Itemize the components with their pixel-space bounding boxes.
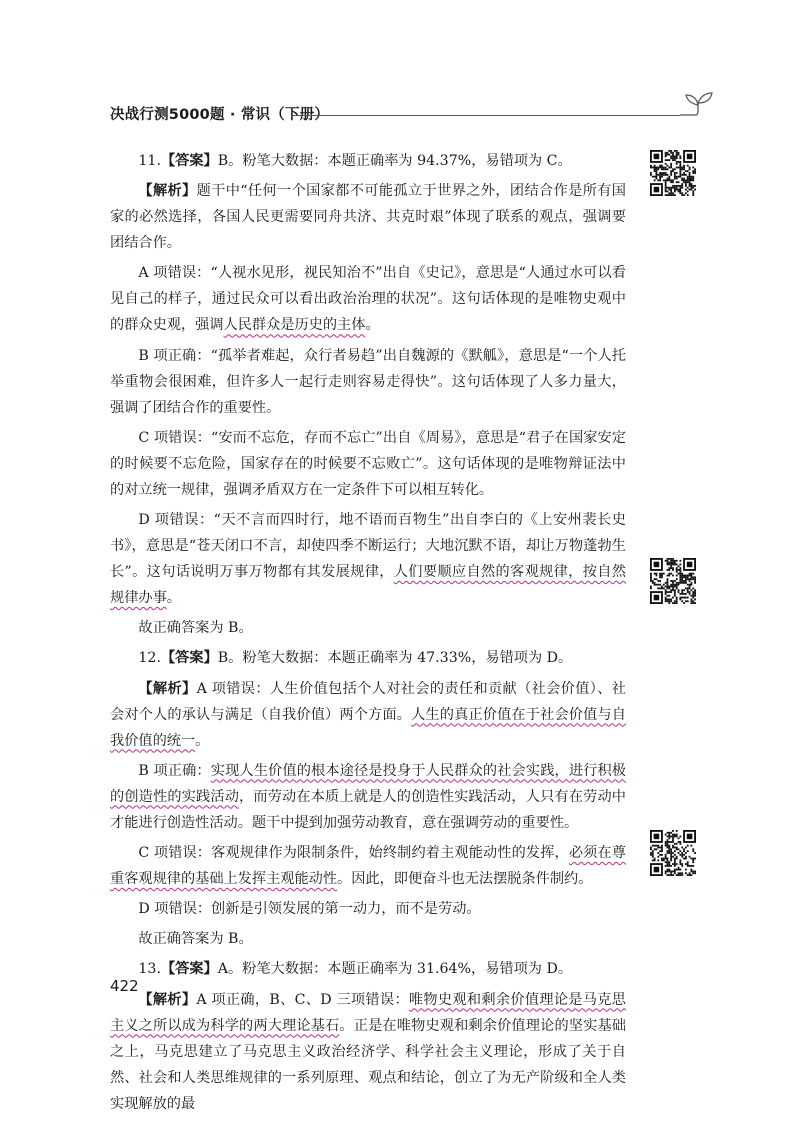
analysis-tag: 【解析】: [138, 991, 197, 1008]
question-number: 12.: [138, 650, 161, 667]
q11-option-c: C 项错误：“安而不忘危，存而不忘亡”出自《周易》，意思是“君子在国家安定的时候要不忘危险，国家存在的时候要不忘败亡”。这句话体现的是唯物辩证法中的对立统一规律，强调矛盾双方在一定条件下可以相互转化。: [110, 429, 626, 498]
highlighted-phrase: 实现人生价值的根本途径是投身于人民群众的社会实践，进行积极的创造性的实践活动: [110, 762, 626, 805]
q12-option-c: [110, 840, 626, 892]
highlighted-phrase: 人生的真正价值在于社会价值与自我价值的统一: [110, 706, 626, 749]
q12-option-d: D 项错误：创新是引领发展的第一动力，而不是劳动。: [138, 901, 481, 918]
q12-analysis: [110, 676, 626, 754]
option-text: 。正是在唯物史观和剩余价值理论的坚实基础之上，马克思建立了马克思主义政治经济学、科学社会主义理论，形成了关于自然、社会和人类思维规律的一系列原理、观点和结论，创立了为无产阶级和全人类实现解放的最: [110, 1017, 626, 1112]
q11-answer: [110, 148, 626, 174]
question-number: 11.: [138, 153, 161, 169]
question-number: 13.: [138, 961, 161, 978]
answer-content: [110, 148, 626, 1121]
option-text: 。: [195, 732, 210, 749]
option-text: A 项错误：“人视水见形，视民知治不”出自《史记》，意思是“人通过水可以看见自己的样子，通过民众可以看出政治治理的状况”。这句话体现的是唯物史观中的群众史观，强调: [110, 265, 626, 334]
q11-option-a: [110, 260, 626, 338]
q13-analysis: [110, 987, 626, 1117]
qr-code-icon[interactable]: [650, 830, 696, 876]
book-title: 决战行测5000题 · 常识（下册）: [110, 107, 330, 123]
q12-answer: [110, 645, 626, 671]
option-text: C 项错误：客观规律作为限制条件，始终制约着主观能动性的发挥，: [138, 844, 569, 861]
q11-conclusion: 故正确答案为 B。: [138, 620, 253, 637]
answer-tag: 【答案】: [160, 650, 218, 667]
option-text: 。因此，即便奋斗也无法摆脱条件制约。: [337, 870, 593, 887]
analysis-text: 题干中“任何一个国家都不可能孤立于世界之外，团结合作是所有国家的必然选择，各国人民更需要同舟共济、共克时艰”体现了联系的观点，强调要团结合作。: [110, 183, 626, 252]
q11-analysis: [110, 178, 626, 256]
answer-tag: 【答案】: [160, 153, 218, 169]
q12-option-b: [110, 758, 626, 836]
answer-text: B。粉笔大数据：本题正确率为 47.33%，易错项为 D。: [217, 650, 573, 667]
highlighted-phrase: 唯物史观和剩余价值理论是马克思主义之所以成为科学的两大理论基石: [110, 991, 626, 1034]
option-text: B 项正确：: [138, 762, 211, 779]
running-header: [110, 103, 710, 125]
header-rule: [292, 115, 680, 116]
q12-conclusion: 故正确答案为 B。: [138, 931, 253, 948]
qr-code-icon[interactable]: [650, 150, 696, 196]
page-number: 422: [110, 977, 139, 995]
option-text: A 项错误：人生价值包括个人对社会的责任和贡献（社会价值）、社会对个人的承认与满足（自我价值）两个方面。: [110, 680, 626, 723]
highlighted-phrase: 人们要顺应自然的客观规律，按自然规律办事: [110, 563, 626, 606]
option-text: D 项错误：“天不言而四时行，地不语而百物生”出自李白的《上安州裴长史书》，意思是“苍天闭口不言，却使四季不断运行；大地沉默不语，却让万物蓬勃生长”。这句话说明万事万物都有其发展规律，: [110, 511, 626, 580]
highlighted-phrase: 必须在尊重客观规律的基础上发挥主观能动性: [110, 844, 626, 887]
answer-text: B。粉笔大数据：本题正确率为 94.37%，易错项为 C。: [217, 153, 572, 169]
q11-option-b: B 项正确：“孤举者难起，众行者易趋”出自魏源的《默觚》，意思是“一个人托举重物会很困难，但许多人一起行走则容易走得快”。这句话体现了人多力量大，强调了团结合作的重要性。: [110, 347, 626, 416]
analysis-tag: 【解析】: [138, 183, 197, 200]
option-text: 。: [365, 317, 380, 334]
highlighted-phrase: 人民群众是历史的主体: [223, 317, 366, 334]
q11-option-d: [110, 507, 626, 611]
qr-code-icon[interactable]: [650, 558, 696, 604]
q13-answer: [110, 956, 626, 982]
option-text: 。: [166, 589, 181, 606]
option-text: ，而劳动在本质上就是人的创造性实践活动，人只有在劳动中才能进行创造性活动。题干中提到加强劳动教育，意在强调劳动的重要性。: [110, 788, 626, 831]
answer-text: A。粉笔大数据：本题正确率为 31.64%，易错项为 D。: [217, 961, 573, 978]
answer-tag: 【答案】: [160, 961, 218, 978]
analysis-tag: 【解析】: [138, 680, 197, 697]
sprout-icon: [676, 89, 716, 119]
option-text: A 项正确，B、C、D 三项错误：: [196, 991, 409, 1008]
